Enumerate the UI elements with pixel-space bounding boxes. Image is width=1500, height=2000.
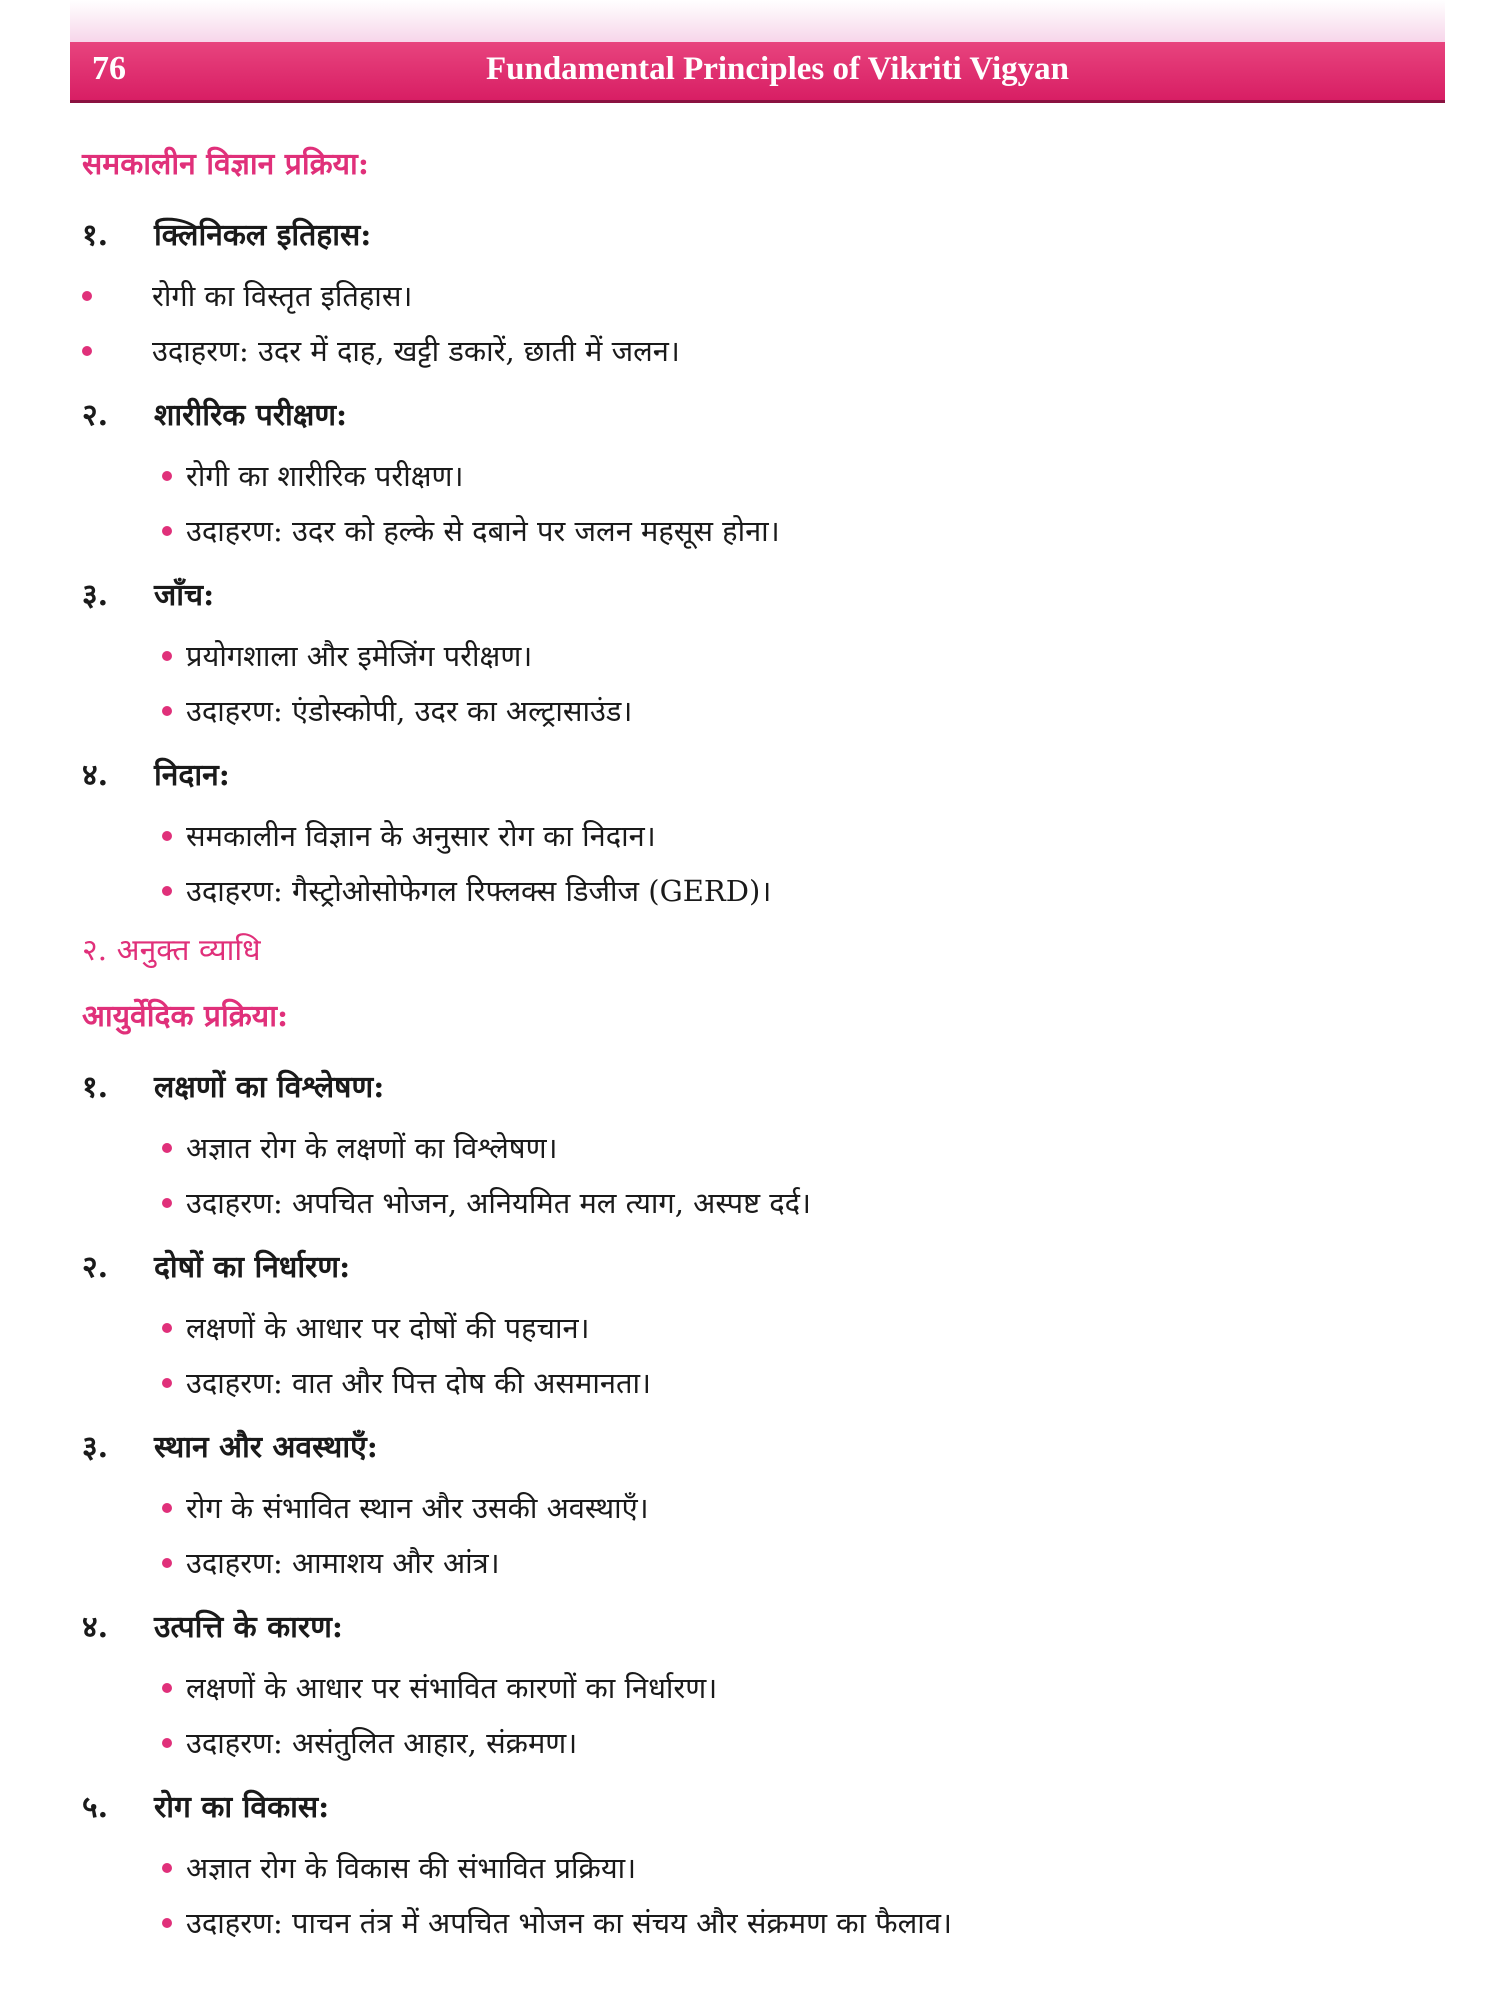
bullet-item bbox=[82, 628, 1412, 683]
bullet-item bbox=[82, 1480, 1412, 1535]
step-heading bbox=[82, 738, 1412, 808]
step-title: जाँच: bbox=[154, 577, 215, 613]
bullet-text: रोगी का शारीरिक परीक्षण। bbox=[186, 459, 464, 493]
step-title: क्लिनिकल इतिहास: bbox=[154, 217, 372, 253]
step-title: उत्पत्ति के कारण: bbox=[154, 1609, 343, 1645]
bullet-text: उदाहरण: एंडोस्कोपी, उदर का अल्ट्रासाउंड। bbox=[186, 694, 633, 728]
bullet-dot-icon bbox=[162, 471, 172, 481]
bullet-item bbox=[82, 1355, 1412, 1410]
bullet-dot-icon bbox=[162, 1683, 172, 1693]
section-heading-ayurvedic-process: आयुर्वेदिक प्रक्रिया: bbox=[82, 999, 289, 1034]
bullet-dot-icon bbox=[162, 1198, 172, 1208]
step-number: २. bbox=[82, 397, 109, 433]
bullet-item bbox=[82, 683, 1412, 738]
step-number: ३. bbox=[82, 577, 109, 613]
step-heading bbox=[82, 1050, 1412, 1120]
bullet-text: उदाहरण: पाचन तंत्र में अपचित भोजन का संचय और संक्रमण का फैलाव। bbox=[186, 1906, 952, 1940]
bullet-dot-icon bbox=[162, 1323, 172, 1333]
section-heading-modern-process: समकालीन विज्ञान प्रक्रिया: bbox=[82, 147, 369, 182]
bullet-dot-icon bbox=[162, 1918, 172, 1928]
page-content bbox=[82, 132, 1412, 1950]
bullet-item bbox=[82, 863, 1412, 918]
bullet-item bbox=[82, 503, 1412, 558]
top-tint-band bbox=[70, 0, 1445, 42]
bullet-text: उदाहरण: उदर को हल्के से दबाने पर जलन महसूस होना। bbox=[186, 514, 780, 548]
bullet-dot-icon bbox=[162, 1378, 172, 1388]
bullet-text: उदाहरण: आमाशय और आंत्र। bbox=[186, 1546, 500, 1580]
page-header bbox=[70, 42, 1445, 103]
bullet-item bbox=[82, 1715, 1412, 1770]
bullet-text: रोग के संभावित स्थान और उसकी अवस्थाएँ। bbox=[186, 1491, 649, 1525]
bullet-item bbox=[82, 268, 1412, 323]
section-title-unstated-disease: २. अनुक्त व्याधि bbox=[82, 933, 261, 968]
bullet-dot-icon bbox=[162, 1863, 172, 1873]
step-number: १. bbox=[82, 217, 109, 253]
step-heading bbox=[82, 1590, 1412, 1660]
step-number: ४. bbox=[82, 757, 109, 793]
step-title: शारीरिक परीक्षण: bbox=[154, 397, 348, 433]
bullet-dot-icon bbox=[162, 1738, 172, 1748]
bullet-dot-icon bbox=[162, 651, 172, 661]
bullet-text: उदाहरण: वात और पित्त दोष की असमानता। bbox=[186, 1366, 652, 1400]
step-heading bbox=[82, 1230, 1412, 1300]
bullet-text: उदाहरण: असंतुलित आहार, संक्रमण। bbox=[186, 1726, 578, 1760]
bullet-item bbox=[82, 1840, 1412, 1895]
bullet-text: लक्षणों के आधार पर दोषों की पहचान। bbox=[186, 1311, 590, 1345]
bullet-item bbox=[82, 1535, 1412, 1590]
bullet-item bbox=[82, 808, 1412, 863]
bullet-dot-icon bbox=[162, 526, 172, 536]
step-number: १. bbox=[82, 1069, 109, 1105]
step-heading bbox=[82, 558, 1412, 628]
bullet-dot-icon bbox=[162, 1558, 172, 1568]
bullet-dot-icon bbox=[82, 291, 92, 301]
bullet-item bbox=[82, 323, 1412, 378]
bullet-text: लक्षणों के आधार पर संभावित कारणों का निर्धारण। bbox=[186, 1671, 718, 1705]
step-number: २. bbox=[82, 1249, 109, 1285]
bullet-dot-icon bbox=[162, 831, 172, 841]
step-title: रोग का विकास: bbox=[154, 1789, 330, 1825]
bullet-item bbox=[82, 1660, 1412, 1715]
step-title: स्थान और अवस्थाएँ: bbox=[154, 1429, 378, 1465]
step-title: निदान: bbox=[154, 757, 230, 793]
bullet-text: उदाहरण: उदर में दाह, खट्टी डकारें, छाती में जलन। bbox=[152, 334, 680, 368]
page-number: 76 bbox=[92, 50, 126, 87]
bullet-text: समकालीन विज्ञान के अनुसार रोग का निदान। bbox=[186, 819, 656, 853]
running-title: Fundamental Principles of Vikriti Vigyan bbox=[485, 51, 1070, 87]
step-heading bbox=[82, 1410, 1412, 1480]
bullet-dot-icon bbox=[162, 886, 172, 896]
bullet-item bbox=[82, 1120, 1412, 1175]
step-number: ४. bbox=[82, 1609, 109, 1645]
step-heading bbox=[82, 198, 1412, 268]
bullet-text: रोगी का विस्तृत इतिहास। bbox=[152, 279, 413, 313]
bullet-dot-icon bbox=[162, 706, 172, 716]
step-number: ३. bbox=[82, 1429, 109, 1465]
bullet-dot-icon bbox=[162, 1503, 172, 1513]
step-title: दोषों का निर्धारण: bbox=[154, 1249, 351, 1285]
bullet-text: अज्ञात रोग के विकास की संभावित प्रक्रिया। bbox=[186, 1851, 637, 1885]
step-heading bbox=[82, 1770, 1412, 1840]
bullet-text: उदाहरण: अपचित भोजन, अनियमित मल त्याग, अस्पष्ट दर्द। bbox=[186, 1186, 812, 1220]
bullet-item bbox=[82, 1895, 1412, 1950]
bullet-dot-icon bbox=[82, 346, 92, 356]
bullet-text: अज्ञात रोग के लक्षणों का विश्लेषण। bbox=[186, 1131, 558, 1165]
bullet-dot-icon bbox=[162, 1143, 172, 1153]
bullet-text: प्रयोगशाला और इमेजिंग परीक्षण। bbox=[186, 639, 533, 673]
step-heading bbox=[82, 378, 1412, 448]
bullet-item bbox=[82, 1300, 1412, 1355]
bullet-item bbox=[82, 1175, 1412, 1230]
step-number: ५. bbox=[82, 1789, 109, 1825]
bullet-item bbox=[82, 448, 1412, 503]
bullet-text: उदाहरण: गैस्ट्रोओसोफेगल रिफ्लक्स डिजीज (GERD)। bbox=[186, 874, 772, 908]
step-title: लक्षणों का विश्लेषण: bbox=[154, 1069, 385, 1105]
